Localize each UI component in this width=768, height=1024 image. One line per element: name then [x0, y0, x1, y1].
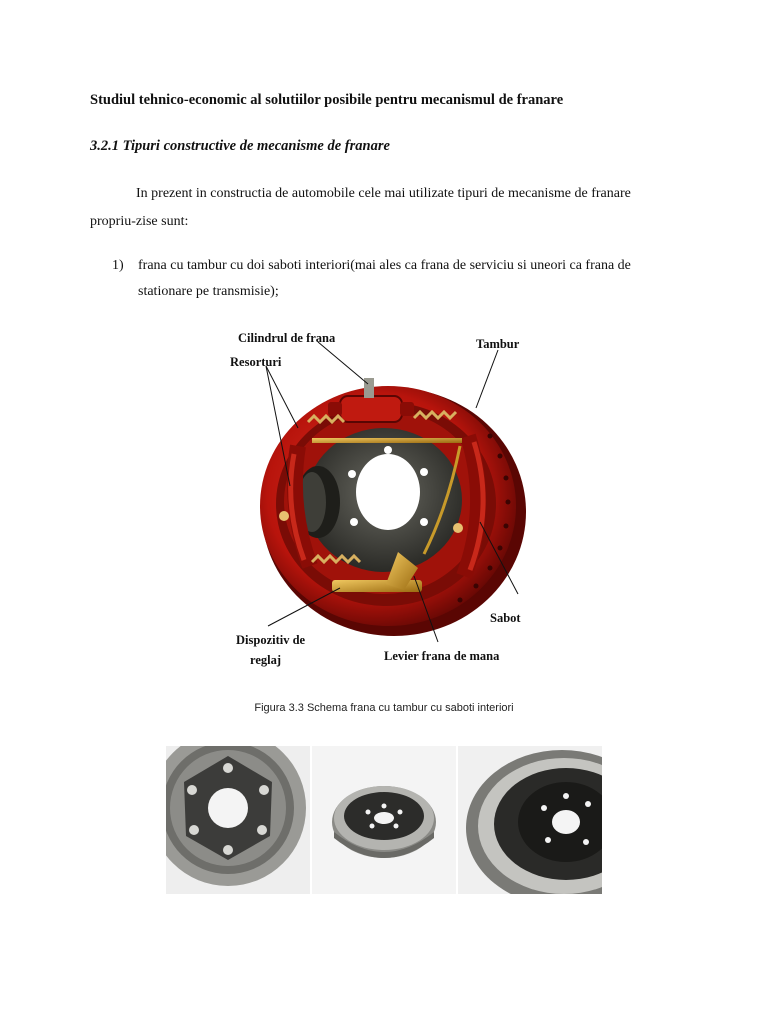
drum-brake-illustration	[228, 326, 564, 670]
label-levier: Levier frana de mana	[384, 649, 500, 663]
label-cilindru: Cilindrul de frana	[238, 331, 336, 345]
brake-drum-photos	[166, 746, 602, 894]
label-reglaj: reglaj	[250, 653, 282, 667]
list-item	[112, 253, 692, 305]
figure-caption: Figura 3.3 Schema frana cu tambur cu saboti interiori	[254, 702, 514, 714]
drum-brake-figure	[228, 326, 564, 670]
strut-bar	[312, 438, 462, 443]
paragraph-line-1: In prezent in constructia de automobile cele mai utilizate tipuri de mecanisme de franare	[136, 186, 631, 201]
wheel-cylinder	[328, 378, 414, 422]
paragraph-line-2: propriu-zise sunt:	[90, 214, 189, 229]
list-item-line-2: stationare pe transmisie);	[138, 284, 279, 299]
brake-drum-side-photo	[312, 746, 456, 894]
label-resorturi: Resorturi	[230, 355, 282, 369]
section-subheading: 3.2.1 Tipuri constructive de mecanisme de franare	[90, 138, 390, 154]
brake-drum-inside-photo	[458, 746, 602, 894]
label-dispozitiv: Dispozitiv de	[236, 633, 306, 647]
label-sabot: Sabot	[490, 611, 521, 625]
list-item-line-1: frana cu tambur cu doi saboti interiori(mai ales ca frana de serviciu si uneori ca frana de	[138, 258, 631, 273]
document-heading: Studiul tehnico-economic al solutiilor posibile pentru mecanismul de franare	[90, 92, 564, 108]
list-item-number: 1)	[112, 258, 124, 273]
intro-paragraph	[90, 180, 690, 236]
brake-drum-front-photo	[166, 746, 310, 894]
label-tambur: Tambur	[476, 337, 520, 351]
